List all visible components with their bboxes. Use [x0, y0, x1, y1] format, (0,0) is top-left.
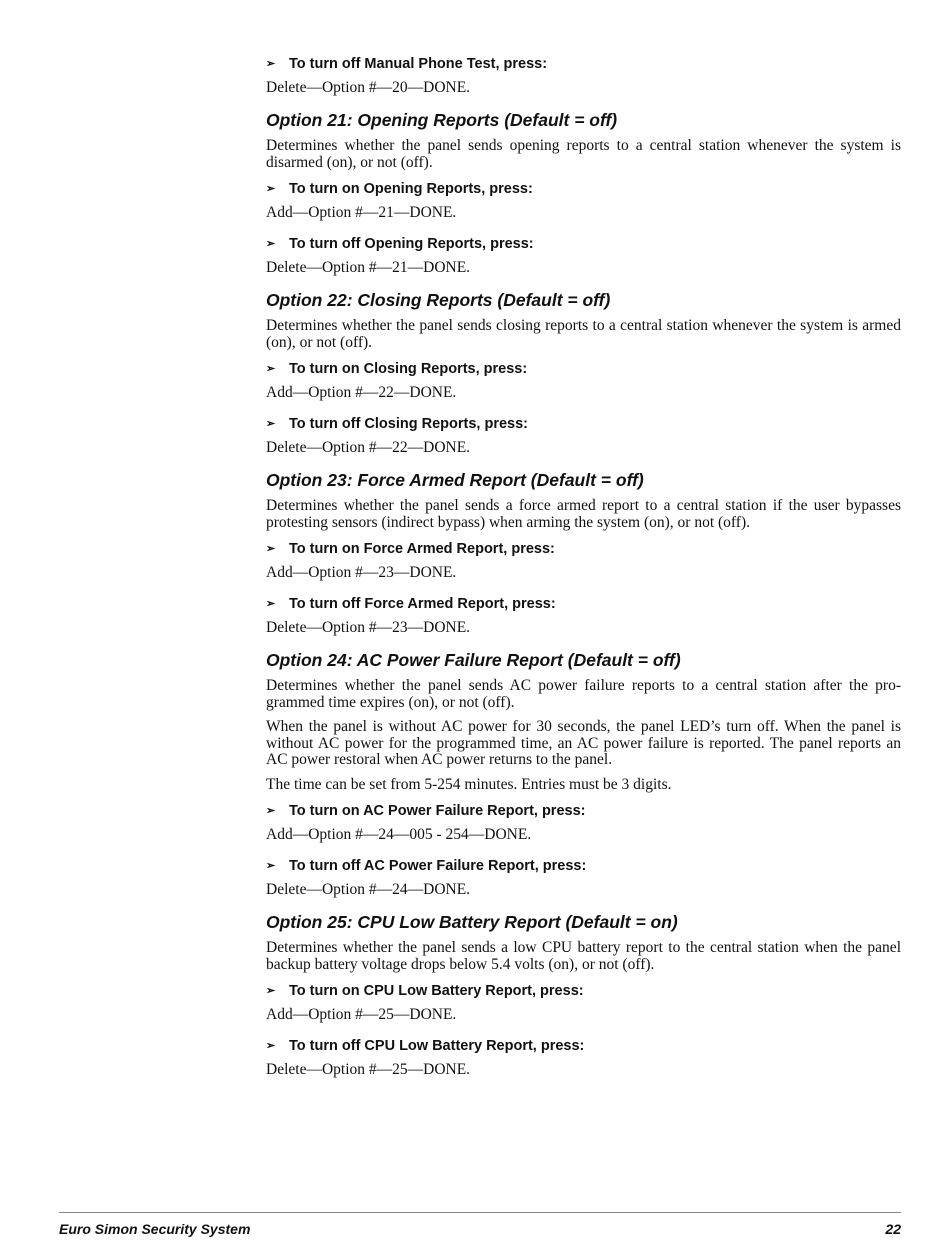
step-instruction [266, 981, 901, 1001]
step-label: To turn off Manual Phone Test, press: [289, 56, 548, 72]
key-sequence: Delete—Option #—25—DONE. [266, 1061, 471, 1078]
key-sequence: Delete—Option #—24—DONE. [266, 881, 471, 898]
key-sequence: Delete—Option #—23—DONE. [266, 619, 471, 636]
footer-title: Euro Simon Security System [59, 1221, 251, 1237]
intro-section [266, 54, 901, 97]
page-content [266, 54, 901, 1091]
key-sequence: Delete—Option #—22—DONE. [266, 439, 471, 456]
key-sequence: Add—Option #—24—005 - 254—DONE. [266, 826, 532, 843]
key-sequence: Add—Option #—23—DONE. [266, 564, 457, 581]
step-label: To turn on AC Power Failure Report, press: [289, 803, 586, 819]
arrowhead-bullet-icon: ➢ [266, 418, 276, 430]
option-section [266, 469, 901, 637]
key-sequence: Add—Option #—25—DONE. [266, 1006, 457, 1023]
step-instruction [266, 54, 901, 74]
option-description: Determines whether the panel sends AC power failure reports to a central station after the pro-grammed time expires (on), or not (off). [266, 677, 901, 711]
step-label: To turn off Opening Reports, press: [289, 236, 534, 252]
option-section [266, 289, 901, 457]
option-description: Determines whether the panel sends a low CPU battery report to the central station when the panel backup battery voltage drops below 5.4 volts (on), or not (off). [266, 939, 901, 973]
key-sequence: Delete—Option #—21—DONE. [266, 259, 471, 276]
key-sequence: Add—Option #—22—DONE. [266, 384, 457, 401]
option-heading: Option 23: Force Armed Report (Default = off) [266, 470, 644, 490]
option-description: Determines whether the panel sends opening reports to a central station whenever the system is disarmed (on), or not (off). [266, 137, 901, 171]
step-label: To turn off CPU Low Battery Report, press: [289, 1038, 585, 1054]
step-instruction [266, 234, 901, 254]
arrowhead-bullet-icon: ➢ [266, 58, 276, 70]
step-label: To turn on Opening Reports, press: [289, 181, 533, 197]
step-instruction [266, 1036, 901, 1056]
step-instruction [266, 856, 901, 876]
step-label: To turn off Closing Reports, press: [289, 416, 528, 432]
option-section [266, 109, 901, 277]
page-number: 22 [885, 1221, 901, 1237]
option-heading: Option 22: Closing Reports (Default = off) [266, 290, 611, 310]
step-instruction [266, 539, 901, 559]
footer-divider [59, 1212, 901, 1213]
arrowhead-bullet-icon: ➢ [266, 183, 276, 195]
step-label: To turn on Closing Reports, press: [289, 361, 528, 377]
option-description: When the panel is without AC power for 30 seconds, the panel LED’s turn off. When the panel is without AC power for the programmed time, an AC power failure is reported. The panel reports an AC power restoral when AC power returns to the panel. [266, 718, 901, 768]
option-description: Determines whether the panel sends closing reports to a central station whenever the system is armed (on), or not (off). [266, 317, 901, 351]
arrowhead-bullet-icon: ➢ [266, 363, 276, 375]
option-description: The time can be set from 5-254 minutes. Entries must be 3 digits. [266, 775, 672, 793]
arrowhead-bullet-icon: ➢ [266, 238, 276, 250]
option-section [266, 649, 901, 899]
key-sequence: Add—Option #—21—DONE. [266, 204, 457, 221]
option-heading: Option 25: CPU Low Battery Report (Default = on) [266, 912, 678, 932]
option-section [266, 911, 901, 1079]
step-label: To turn on CPU Low Battery Report, press: [289, 983, 584, 999]
arrowhead-bullet-icon: ➢ [266, 985, 276, 997]
arrowhead-bullet-icon: ➢ [266, 805, 276, 817]
step-instruction [266, 801, 901, 821]
option-heading: Option 21: Opening Reports (Default = off) [266, 110, 618, 130]
option-heading: Option 24: AC Power Failure Report (Default = off) [266, 650, 681, 670]
arrowhead-bullet-icon: ➢ [266, 598, 276, 610]
arrowhead-bullet-icon: ➢ [266, 1040, 276, 1052]
step-instruction [266, 414, 901, 434]
step-label: To turn off AC Power Failure Report, press: [289, 858, 587, 874]
step-instruction [266, 594, 901, 614]
key-sequence: Delete—Option #—20—DONE. [266, 79, 471, 96]
step-instruction [266, 359, 901, 379]
step-label: To turn on Force Armed Report, press: [289, 541, 555, 557]
option-description: Determines whether the panel sends a force armed report to a central station if the user bypasses protesting sensors (indirect bypass) when arming the system (on), or not (off). [266, 497, 901, 531]
step-instruction [266, 179, 901, 199]
arrowhead-bullet-icon: ➢ [266, 543, 276, 555]
step-label: To turn off Force Armed Report, press: [289, 596, 556, 612]
arrowhead-bullet-icon: ➢ [266, 860, 276, 872]
